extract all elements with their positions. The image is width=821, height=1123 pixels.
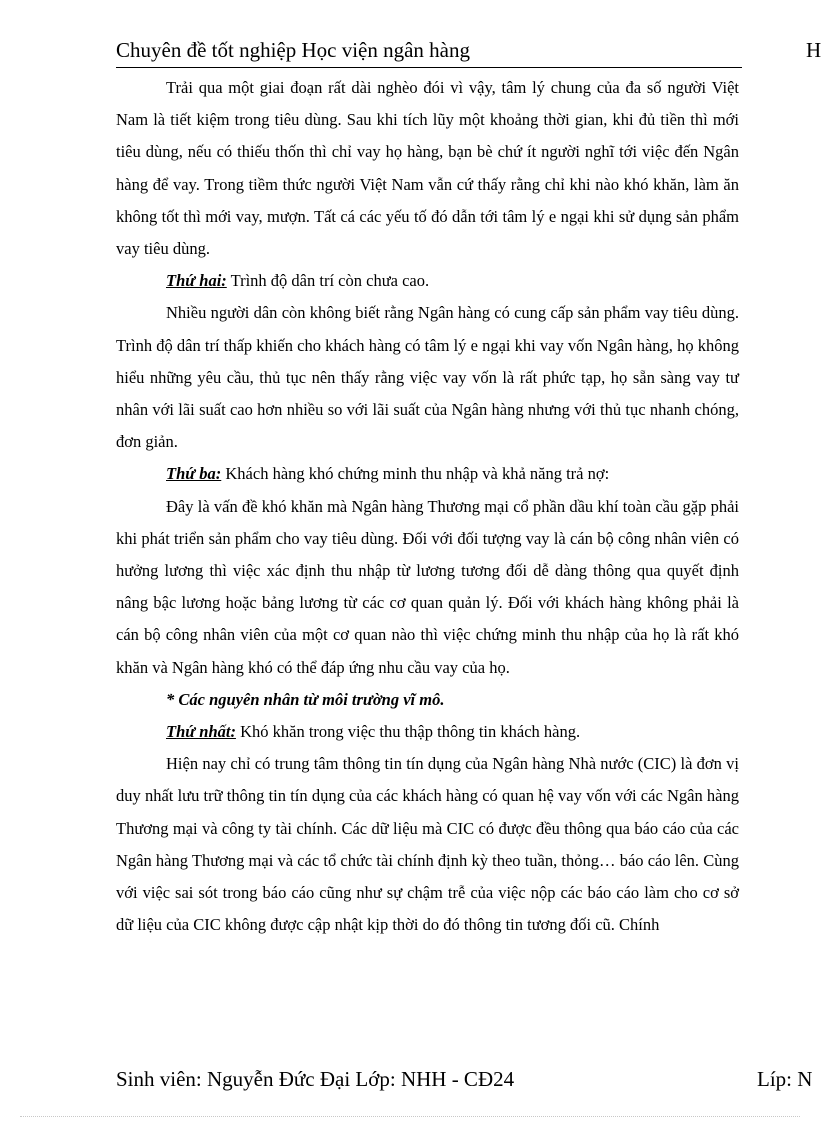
paragraph-4 bbox=[116, 458, 739, 490]
point-text-first: Khó khăn trong việc thu thập thông tin khách hàng. bbox=[235, 722, 581, 742]
point-label-first: Thứ nhất: bbox=[166, 722, 236, 742]
page-header-right-fragment: H bbox=[806, 38, 821, 62]
paragraph-8: Hiện nay chỉ có trung tâm thông tin tín dụng của Ngân hàng Nhà nước (CIC) là đơn vị duy nhất lưu trữ thông tin tín dụng của các khách hàng có quan hệ vay vốn với các Ngân hàng Thương mại và công ty tài chính. Các dữ liệu mà CIC có được đều thông qua báo cáo của các Ngân hàng Thương mại và các tổ chức tài chính định kỳ theo tuần, thỏng… báo cáo lên. Cùng với việc sai sót trong báo cáo cũng như sự chậm trễ của việc nộp các báo cáo làm cho cơ sở dữ liệu của CIC không được cập nhật kịp thời do đó thông tin tương đối cũ. Chính bbox=[116, 754, 739, 935]
paragraph-2 bbox=[116, 265, 739, 297]
paragraph-3: Nhiều người dân còn không biết rằng Ngân hàng có cung cấp sản phẩm vay tiêu dùng. Trình độ dân trí thấp khiến cho khách hàng có tâm lý e ngại khi vay vốn Ngân hàng, họ không hiểu những yêu cầu, thủ tục nên thấy rằng việc vay vốn là rất phức tạp, họ sẵn sàng vay tư nhân với lãi suất cao hơn nhiều so với lãi suất của Ngân hàng nhưng với thủ tục nhanh chóng, đơn giản. bbox=[116, 303, 739, 452]
point-text-third: Khách hàng khó chứng minh thu nhập và khả năng trả nợ: bbox=[221, 464, 610, 484]
section-heading-macro-causes: * Các nguyên nhân từ môi trường vĩ mô. bbox=[166, 689, 445, 709]
footer-dotted-line bbox=[20, 1116, 800, 1117]
page-footer-right-fragment: Líp: N bbox=[757, 1067, 813, 1091]
paragraph-5: Đây là vấn đề khó khăn mà Ngân hàng Thương mại cổ phần dầu khí toàn cầu gặp phải khi phát triển sản phẩm cho vay tiêu dùng. Đối với đối tượng vay là cán bộ công nhân viên có hưởng lương thì việc xác định thu nhập từ lương tương đối dễ dàng thông qua quyết định nâng bậc lương hoặc bảng lương từ các cơ quan quản lý. Đối với khách hàng không phải là cán bộ công nhân viên của một cơ quan nào thì việc chứng minh thu nhập của họ là rất khó khăn và Ngân hàng khó có thể đáp ứng nhu cầu vay của họ. bbox=[116, 496, 739, 677]
paragraph-1: Trải qua một giai đoạn rất dài nghèo đói vì vậy, tâm lý chung của đa số người Việt Nam là tiết kiệm trong tiêu dùng. Sau khi tích lũy một khoảng thời gian, khi đủ tiền thì mới tiêu dùng, nếu có thiếu thốn thì chỉ vay họ hàng, bạn bè chứ ít người nghĩ tới việc đến Ngân hàng để vay. Trong tiềm thức người Việt Nam vẫn cứ thấy rằng chỉ khi nào khó khăn, làm ăn không tốt thì mới vay, mượn. Tất cá các yếu tố đó dẫn tới tâm lý e ngại khi sử dụng sản phẩm vay tiêu dùng. bbox=[116, 78, 739, 259]
page-header-title: Chuyên đề tốt nghiệp Học viện ngân hàng bbox=[116, 38, 471, 62]
point-label-second: Thứ hai: bbox=[166, 271, 227, 291]
point-text-second: Trình độ dân trí còn chưa cao. bbox=[226, 271, 430, 291]
paragraph-7 bbox=[116, 716, 739, 748]
document-body bbox=[116, 72, 739, 941]
point-label-third: Thứ ba: bbox=[166, 464, 222, 484]
header-rule bbox=[116, 67, 742, 68]
page-footer-student: Sinh viên: Nguyễn Đức Đại Lớp: NHH - CĐ24 bbox=[116, 1067, 515, 1091]
